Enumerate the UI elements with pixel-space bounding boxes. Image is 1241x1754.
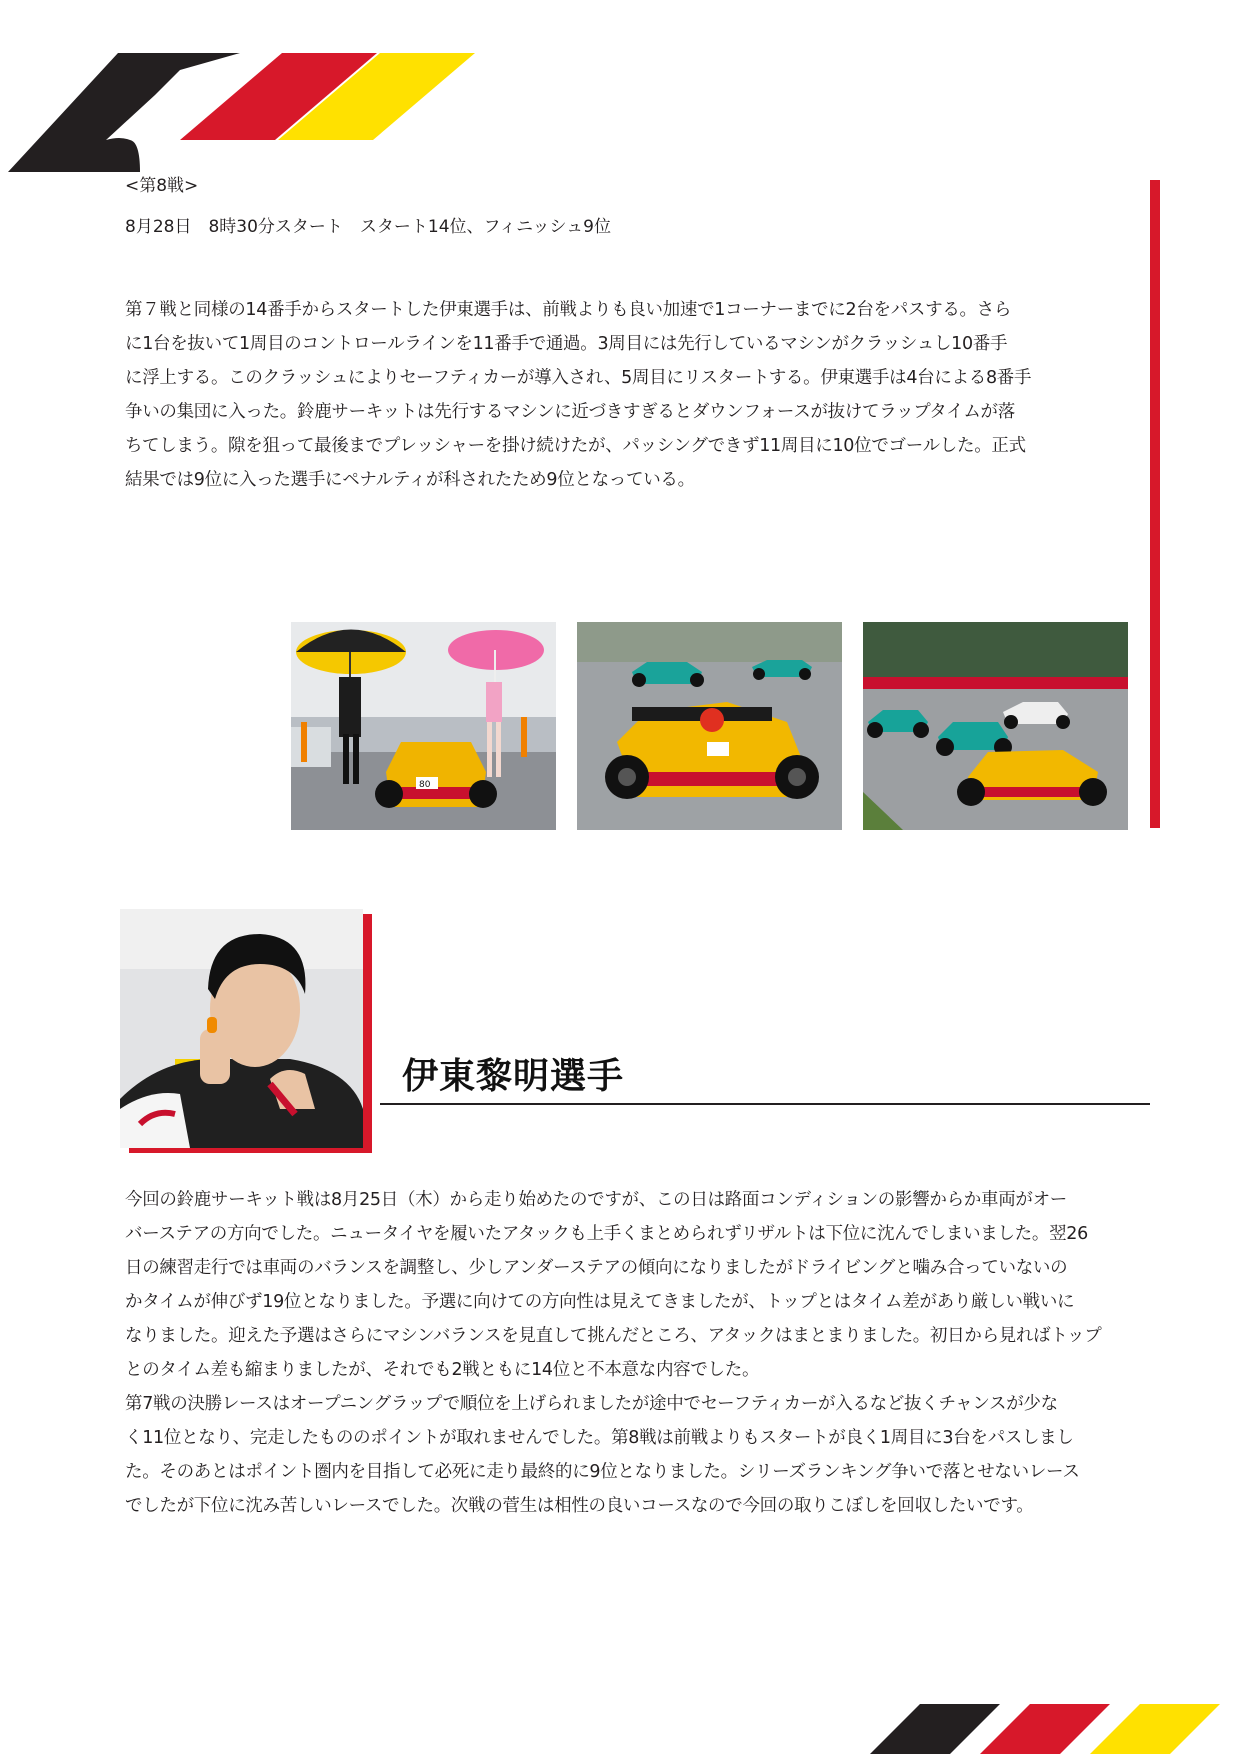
report-line: に浮上する。このクラッシュによりセーフティカーが導入され、5周目にリスタートする。伊東選手は4台による8番手 xyxy=(125,368,1032,388)
driver-portrait xyxy=(120,909,363,1148)
photo-pack-racing xyxy=(863,622,1128,830)
report-line: 争いの集団に入った。鈴鹿サーキットは先行するマシンに近づきすぎるとダウンフォースが抜けてラップタイムが落 xyxy=(125,402,1015,422)
photo-car-number-label: 80 xyxy=(419,780,431,790)
report-line: ちてしまう。隙を狙って最後までプレッシャーを掛け続けたが、パッシングできず11周目に10位でゴールした。正式 xyxy=(125,436,1026,456)
comment-line: でしたが下位に沈み苦しいレースでした。次戦の菅生は相性の良いコースなので今回の取りこぼしを回収したいです。 xyxy=(125,1496,1034,1516)
race-info: 8月28日 8時30分スタート スタート14位、フィニッシュ9位 xyxy=(125,217,611,237)
driver-portrait-frame xyxy=(120,909,372,1153)
comment-line: く11位となり、完走したもののポイントが取れませんでした。第8戦は前戦よりもスタートが良く1周目に3台をパスしまし xyxy=(125,1428,1074,1448)
report-line: 第７戦と同様の14番手からスタートした伊東選手は、前戦よりも良い加速で1コーナーまでに2台をパスする。さら xyxy=(125,300,1012,320)
top-stripes-decoration xyxy=(0,50,490,175)
comment-line: た。そのあとはポイント圏内を目指して必死に走り最終的に9位となりました。シリーズランキング争いで落とせないレース xyxy=(125,1462,1080,1482)
race-report xyxy=(125,293,1125,497)
name-underline xyxy=(380,1103,1150,1105)
comment-line: かタイムが伸びず19位となりました。予選に向けての方向性は見えてきましたが、トップとはタイム差があり厳しい戦いに xyxy=(125,1292,1075,1312)
right-accent-bar xyxy=(1150,180,1160,828)
race-title: <第8戦> xyxy=(125,176,199,196)
photo-grid-umbrellas xyxy=(291,622,556,830)
comment-line: とのタイム差も縮まりましたが、それでも2戦ともに14位と不本意な内容でした。 xyxy=(125,1360,760,1380)
photo-car-track xyxy=(577,622,842,830)
top-black-stripe xyxy=(8,53,240,172)
comment-line: 日の練習走行では車両のバランスを調整し、少しアンダーステアの傾向になりましたがドライビングと噛み合っていないの xyxy=(125,1258,1068,1278)
driver-name: 伊東黎明選手 xyxy=(402,1056,625,1097)
report-line: 結果では9位に入った選手にペナルティが科されたため9位となっている。 xyxy=(125,470,695,490)
comment-line: 今回の鈴鹿サーキット戦は8月25日（木）から走り始めたのですが、この日は路面コンディションの影響からか車両がオー xyxy=(125,1190,1067,1210)
bottom-red-stripe xyxy=(980,1704,1110,1754)
bottom-black-stripe xyxy=(870,1704,1000,1754)
comment-line: なりました。迎えた予選はさらにマシンバランスを見直して挑んだところ、アタックはまとまりました。初日から見ればトップ xyxy=(125,1326,1102,1346)
comment-line: バーステアの方向でした。ニュータイヤを履いたアタックも上手くまとめられずリザルトは下位に沈んでしまいました。翌26 xyxy=(125,1224,1088,1244)
driver-comment xyxy=(125,1183,1125,1523)
bottom-stripes-decoration xyxy=(865,1702,1241,1754)
comment-line: 第7戦の決勝レースはオープニングラップで順位を上げられましたが途中でセーフティカーが入るなど抜くチャンスが少な xyxy=(125,1394,1058,1414)
report-line: に1台を抜いて1周目のコントロールラインを11番手で通過。3周目には先行しているマシンがクラッシュし10番手 xyxy=(125,334,1008,354)
bottom-yellow-stripe xyxy=(1090,1704,1220,1754)
